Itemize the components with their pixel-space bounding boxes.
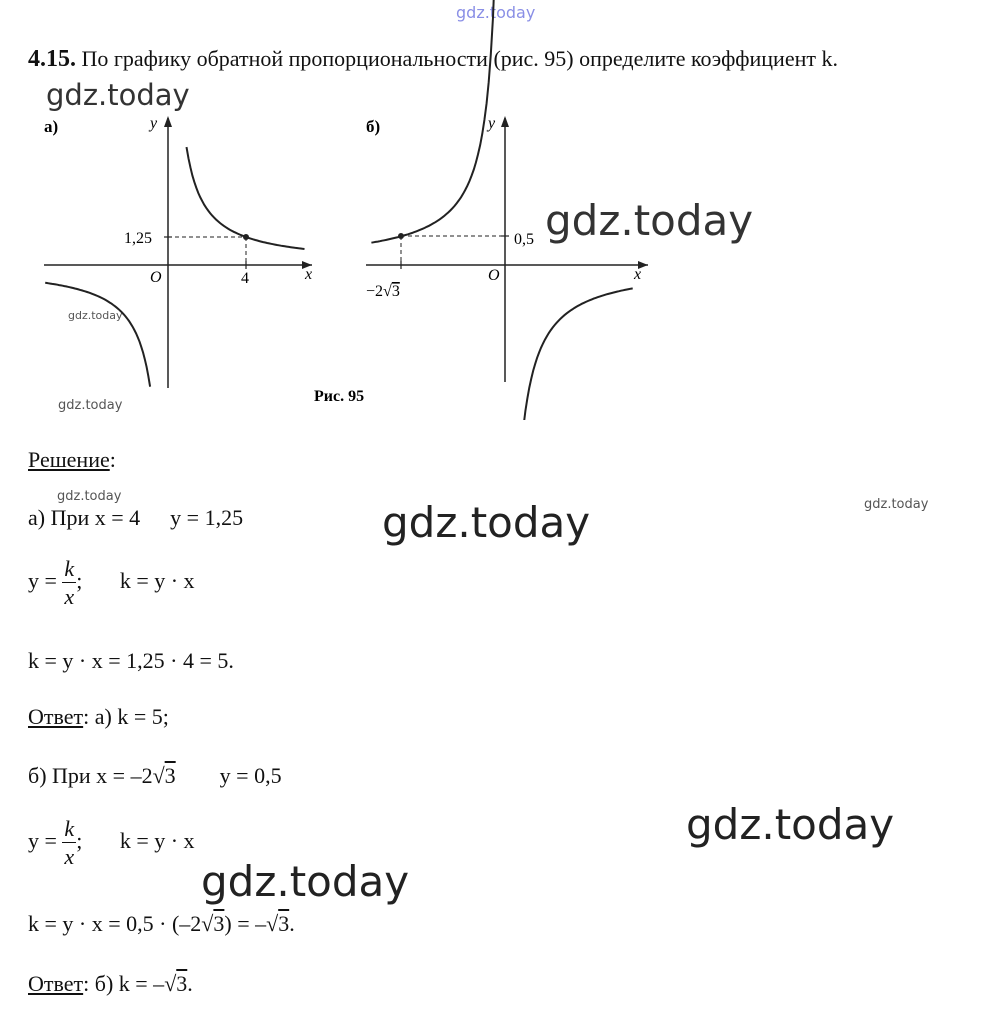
answer-a-value: : а) k = 5; <box>83 704 169 729</box>
solution-b-calc-end: . <box>289 911 295 936</box>
figure-95 <box>0 0 998 420</box>
solution-a-calc: k = y · x = 1,25 · 4 = 5. <box>28 648 234 673</box>
watermark-small: gdz.today <box>58 398 123 413</box>
graph-a-curve-q1 <box>187 147 305 249</box>
graph-b-y-tick-label: 0,5 <box>514 231 534 248</box>
watermark-large: gdz.today <box>545 196 754 245</box>
solution-a-given-y: y = 1,25 <box>170 505 244 530</box>
graph-a-curve-q3 <box>45 283 150 387</box>
problem-text: По графику обратной пропорциональности (рис. 95) определите коэффициент k. <box>81 46 838 71</box>
graph-b-x-tick-radical: √ <box>383 283 392 300</box>
radical-sign: √ <box>201 911 214 936</box>
graph-b-x-tick-prefix: −2 <box>366 283 384 300</box>
solution-b-calc-mid: ) = – <box>224 911 267 936</box>
graph-a-y-tick-label: 1,25 <box>124 230 152 247</box>
graph-b-y-label: y <box>488 115 496 132</box>
graph-a-x-tick-label: 4 <box>241 270 249 287</box>
graph-a <box>44 115 312 388</box>
fraction-numerator: k <box>64 556 75 581</box>
graph-a-x-label: x <box>305 266 313 283</box>
solution-b-y-eq: y = <box>28 828 57 854</box>
graph-a-y-label: y <box>150 115 158 132</box>
fraction-numerator: k <box>64 816 75 841</box>
graph-a-y-arrow <box>164 116 172 127</box>
watermark-small: gdz.today <box>68 309 123 322</box>
solution-a-formula <box>28 558 195 608</box>
graph-a-point <box>243 234 249 240</box>
solution-b-given-y: y = 0,5 <box>219 763 282 788</box>
radical-sign: √ <box>266 911 279 936</box>
graph-b-x-tick-label <box>366 283 400 300</box>
solution-a-k-formula: k = y · x <box>119 568 195 594</box>
solution-a-sep: ; <box>76 568 83 594</box>
solution-a-given-x: а) При x = 4 <box>28 505 141 530</box>
solution-b-root: 3 <box>164 763 176 788</box>
answer-b-label: Ответ <box>28 971 84 996</box>
radical-sign: √ <box>164 971 177 996</box>
solution-b-calc <box>28 911 295 937</box>
problem-number: 4.15. <box>28 46 76 72</box>
solution-a-line1 <box>28 505 243 531</box>
graph-a-label: а) <box>44 117 59 136</box>
answer-b-end: . <box>187 971 193 996</box>
graph-b-x-label: x <box>634 266 642 283</box>
watermark-large: gdz.today <box>382 498 591 547</box>
answer-b-pre: : б) k = – <box>83 971 165 996</box>
graph-b-origin: O <box>488 267 500 284</box>
graph-a-origin: O <box>150 269 162 286</box>
solution-b-calc-root2: 3 <box>278 911 290 936</box>
graph-b-curve-q2 <box>371 0 499 243</box>
fraction-denominator: x <box>64 584 75 609</box>
solution-a-fraction <box>62 558 76 608</box>
solution-a-y-eq: y = <box>28 568 57 594</box>
graph-b-point <box>398 233 404 239</box>
solution-b-k-formula: k = y · x <box>119 828 195 854</box>
solution-b-calc-root1: 3 <box>213 911 225 936</box>
graph-b-curve-q4 <box>516 288 633 420</box>
watermark-large: gdz.today <box>46 78 190 112</box>
watermark-large: gdz.today <box>686 800 895 849</box>
watermark-small: gdz.today <box>57 489 122 504</box>
solution-b-sep: ; <box>76 828 83 854</box>
radical-sign: √ <box>152 763 165 788</box>
solution-b-given-x: б) При x = –2 <box>28 763 153 788</box>
watermark-top: gdz.today <box>456 3 536 22</box>
graph-b <box>366 0 648 420</box>
graph-b-y-arrow <box>501 116 509 127</box>
solution-heading-colon: : <box>109 447 116 472</box>
answer-b-root: 3 <box>176 971 188 996</box>
solution-heading <box>28 447 116 473</box>
watermark-small: gdz.today <box>864 497 929 512</box>
answer-a <box>28 704 169 730</box>
solution-b-formula <box>28 818 195 868</box>
watermark-large: gdz.today <box>201 857 410 906</box>
fraction-denominator: x <box>64 844 75 869</box>
figure-caption: Рис. 95 <box>314 388 365 405</box>
solution-b-calc-pre: k = y · x = 0,5 · (–2 <box>28 911 202 936</box>
solution-b-fraction <box>62 818 76 868</box>
graph-b-x-tick-root: 3 <box>391 283 400 300</box>
answer-b <box>28 971 193 997</box>
solution-heading-text: Решение <box>28 447 110 472</box>
graph-b-label: б) <box>366 117 381 136</box>
solution-b-line1 <box>28 763 282 789</box>
answer-a-label: Ответ <box>28 704 84 729</box>
